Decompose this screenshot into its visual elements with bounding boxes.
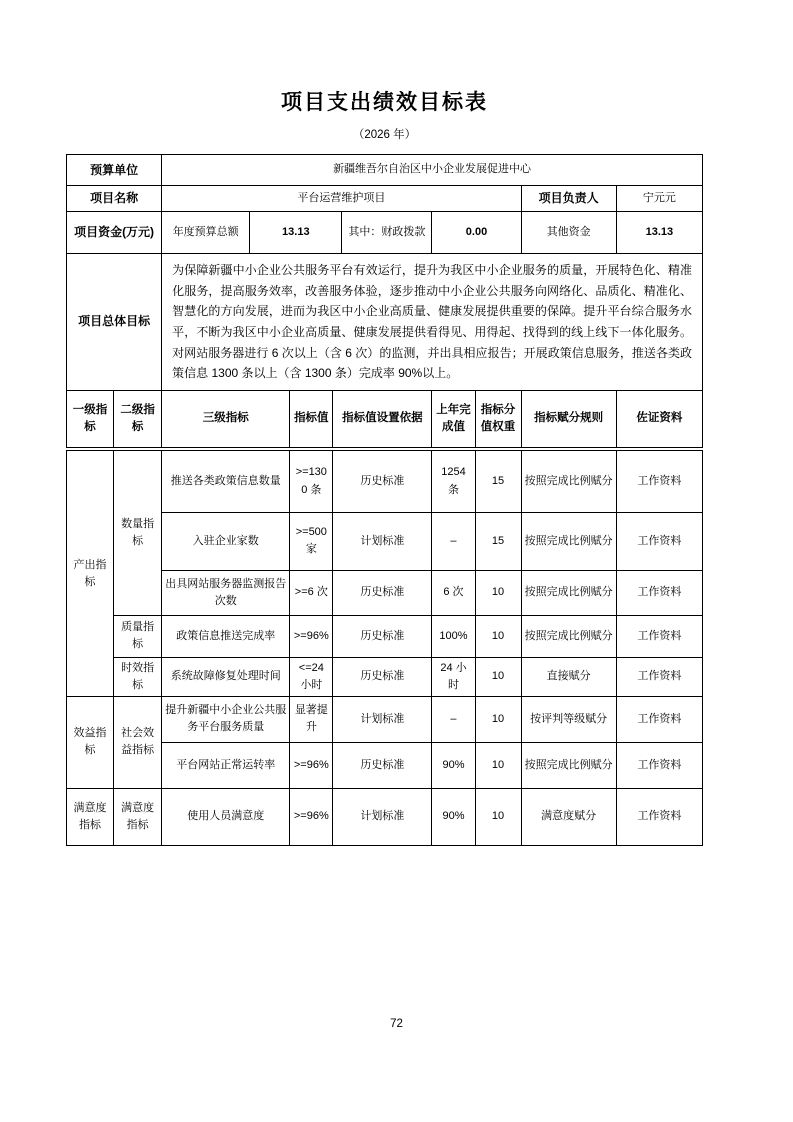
indicator-name: 平台网站正常运转率 [162,742,290,788]
indicator-header-row [67,390,703,449]
indicator-prev: – [432,696,475,742]
indicator-basis: 历史标准 [333,449,432,512]
project-name-value: 平台运营维护项目 [162,186,521,212]
indicator-weight: 15 [475,512,521,570]
header-rule: 指标赋分规则 [521,390,616,449]
indicator-basis: 计划标准 [333,788,432,845]
performance-target-table [66,154,703,846]
indicator-rule: 按照完成比例赋分 [521,512,616,570]
funds-label: 项目资金(万元) [67,212,162,254]
indicator-prev: 24 小时 [432,657,475,696]
annual-budget-label: 年度预算总额 [162,212,250,254]
overall-goal-text: 为保障新疆中小企业公共服务平台有效运行，提升为我区中小企业服务的质量，开展特色化、精准化服务，提高服务效率，改善服务体验，逐步推动中小企业公共服务向网络化、品质化、精准化、智慧化的方向发展，进而为我区中小企业高质量、健康发展提供重要的保障。提升平台综合服务水平，不断为我区中小企业高质量、健康发展提供看得见、用得起、找得到的线上线下一体化服务。对网站服务器进行 6 次以上（含 6 次）的监测，并出具相应报告；开展政策信息服务，推送各类政策信息 1300 条以上（含 1300 条）完成率 90%以上。 [162,254,703,391]
indicator-row [67,696,703,742]
indicator-row [67,615,703,657]
indicator-evidence: 工作资料 [616,696,702,742]
indicator-rule: 直接赋分 [521,657,616,696]
indicator-prev: 90% [432,742,475,788]
indicator-weight: 10 [475,615,521,657]
indicator-basis: 历史标准 [333,570,432,615]
indicator-evidence: 工作资料 [616,615,702,657]
indicator-evidence: 工作资料 [616,570,702,615]
budget-unit-label: 预算单位 [67,155,162,186]
annual-budget-value: 13.13 [250,212,342,254]
indicator-target: >=96% [290,788,333,845]
indicator-basis: 历史标准 [333,742,432,788]
indicator-rule: 按照完成比例赋分 [521,615,616,657]
indicator-target: >=6 次 [290,570,333,615]
indicator-name: 入驻企业家数 [162,512,290,570]
indicator-row [67,742,703,788]
indicator-name: 提升新疆中小企业公共服务平台服务质量 [162,696,290,742]
indicator-name: 系统故障修复处理时间 [162,657,290,696]
indicator-prev: 1254 条 [432,449,475,512]
budget-unit-value: 新疆维吾尔自治区中小企业发展促进中心 [162,155,703,186]
header-evidence: 佐证资料 [616,390,702,449]
indicator-prev: – [432,512,475,570]
indicator-basis: 计划标准 [333,512,432,570]
indicator-prev: 6 次 [432,570,475,615]
indicator-target: >=500 家 [290,512,333,570]
fiscal-allocation-value: 0.00 [432,212,521,254]
level2-timeliness: 时效指标 [114,657,162,696]
other-funds-label: 其他资金 [521,212,616,254]
indicator-weight: 10 [475,657,521,696]
indicator-target: >=1300 条 [290,449,333,512]
overall-goal-row [67,254,703,391]
header-level1: 一级指标 [67,390,114,449]
indicator-name: 使用人员满意度 [162,788,290,845]
indicator-basis: 历史标准 [333,615,432,657]
indicator-target: >=96% [290,742,333,788]
indicator-target: 显著提升 [290,696,333,742]
page-number: 72 [390,1018,403,1030]
indicator-evidence: 工作资料 [616,449,702,512]
document-sheet [66,0,703,846]
level2-quantity: 数量指标 [114,449,162,615]
indicator-row [67,512,703,570]
page-subtitle: （2026 年） [352,129,417,141]
indicator-evidence: 工作资料 [616,742,702,788]
level2-quality: 质量指标 [114,615,162,657]
indicator-weight: 10 [475,570,521,615]
indicator-rule: 按照完成比例赋分 [521,449,616,512]
indicator-prev: 90% [432,788,475,845]
indicator-target: >=96% [290,615,333,657]
indicator-target: <=24 小时 [290,657,333,696]
indicator-prev: 100% [432,615,475,657]
header-level3: 三级指标 [162,390,290,449]
indicator-rule: 按评判等级赋分 [521,696,616,742]
page-title: 项目支出绩效目标表 [281,91,488,114]
indicator-rule: 按照完成比例赋分 [521,570,616,615]
indicator-weight: 10 [475,788,521,845]
header-level2: 二级指标 [114,390,162,449]
indicator-basis: 计划标准 [333,696,432,742]
indicator-basis: 历史标准 [333,657,432,696]
indicator-weight: 10 [475,742,521,788]
indicator-name: 出具网站服务器监测报告次数 [162,570,290,615]
level1-benefit: 效益指标 [67,696,114,788]
indicator-evidence: 工作资料 [616,512,702,570]
project-funds-row [67,212,703,254]
indicator-weight: 10 [475,696,521,742]
project-name-row [67,186,703,212]
header-prev: 上年完成值 [432,390,475,449]
project-name-label: 项目名称 [67,186,162,212]
header-basis: 指标值设置依据 [333,390,432,449]
level1-output: 产出指标 [67,449,114,696]
fiscal-allocation-label: 其中：财政拨款 [342,212,432,254]
budget-unit-row [67,155,703,186]
project-leader-value: 宁元元 [616,186,702,212]
header-target: 指标值 [290,390,333,449]
indicator-evidence: 工作资料 [616,788,702,845]
indicator-weight: 15 [475,449,521,512]
indicator-row [67,657,703,696]
level1-satisfaction: 满意度指标 [67,788,114,845]
indicator-row [67,449,703,512]
indicator-row [67,570,703,615]
indicator-name: 政策信息推送完成率 [162,615,290,657]
level2-social-benefit: 社会效益指标 [114,696,162,788]
level2-satisfaction: 满意度指标 [114,788,162,845]
header-weight: 指标分值权重 [475,390,521,449]
indicator-evidence: 工作资料 [616,657,702,696]
indicator-name: 推送各类政策信息数量 [162,449,290,512]
overall-goal-label: 项目总体目标 [67,254,162,391]
project-leader-label: 项目负责人 [521,186,616,212]
other-funds-value: 13.13 [616,212,702,254]
indicator-row [67,788,703,845]
indicator-rule: 满意度赋分 [521,788,616,845]
indicator-rule: 按照完成比例赋分 [521,742,616,788]
